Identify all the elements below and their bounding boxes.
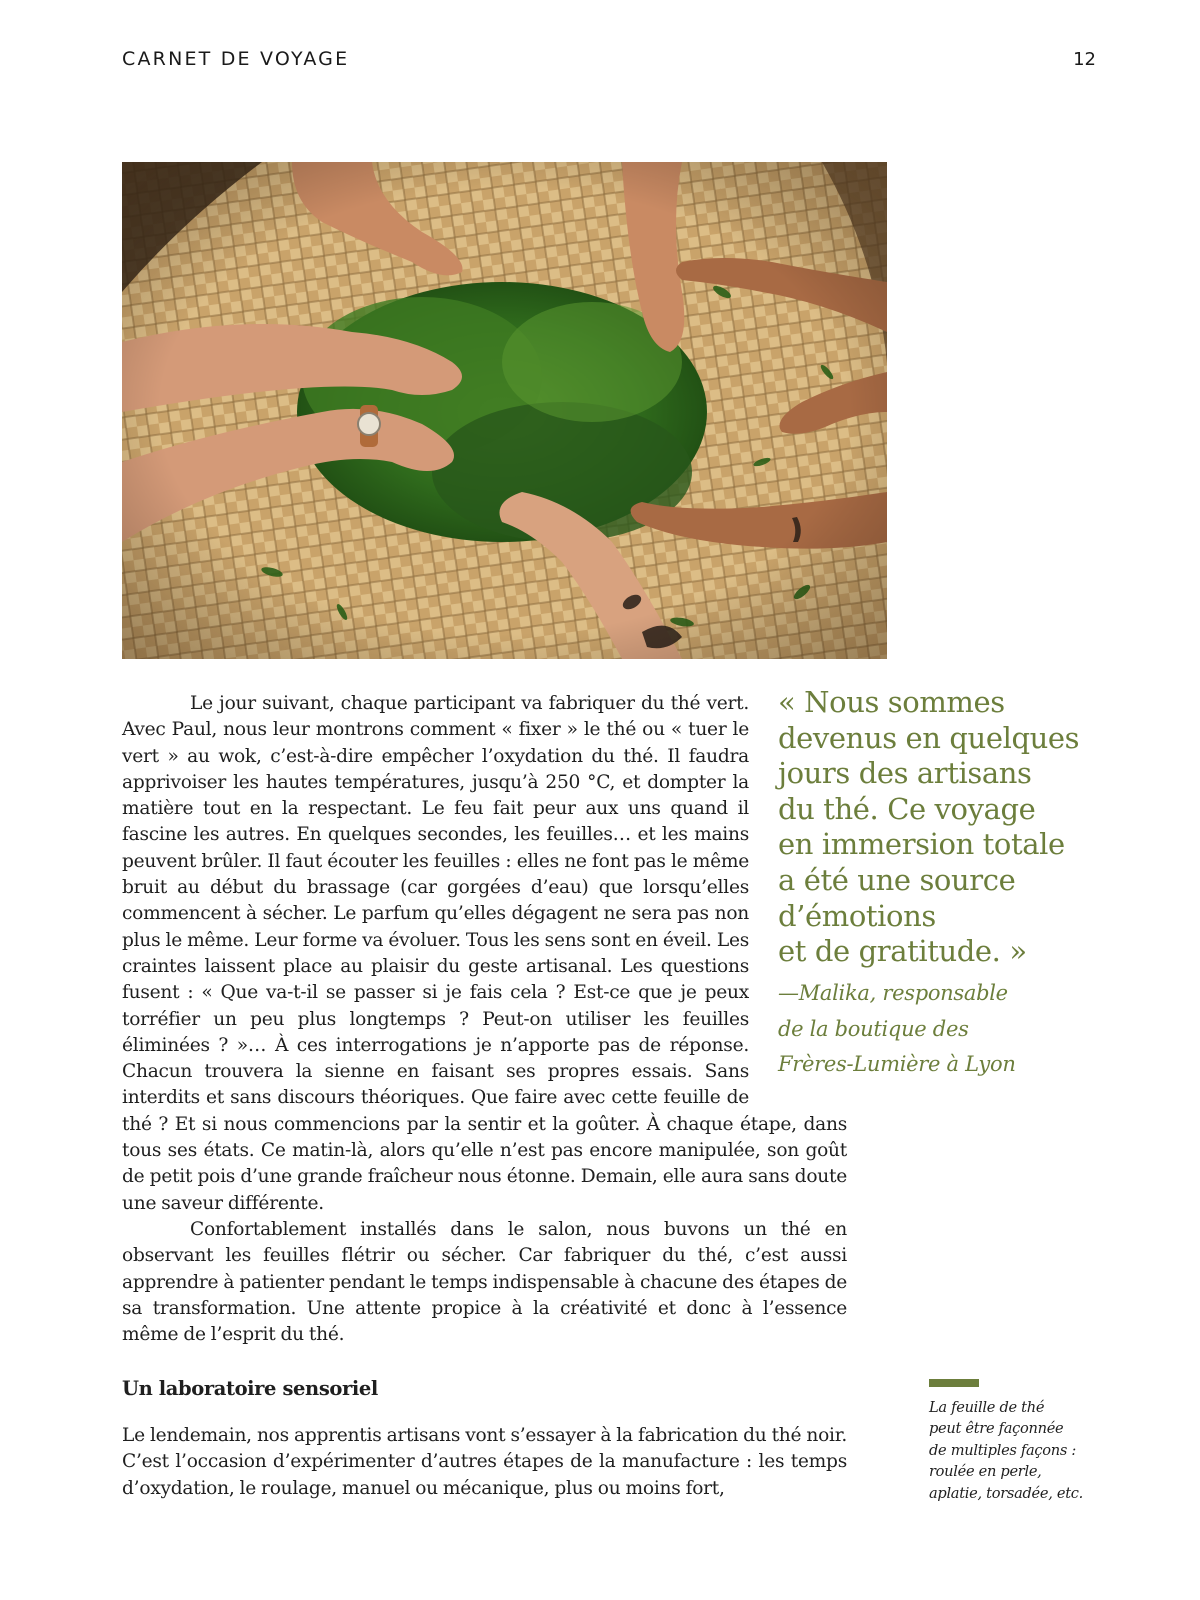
- photo-caption: [929, 1397, 1109, 1504]
- pull-quote-attribution: [778, 976, 1108, 1083]
- caption-line: roulée en perle,: [929, 1463, 1042, 1481]
- section-heading: Un laboratoire sensoriel: [122, 1377, 378, 1400]
- pull-quote-line: du thé. Ce voyage: [778, 791, 1036, 826]
- article-paragraph-1: Le jour suivant, chaque participant va fabriquer du thé vert. Avec Paul, nous leur montrons comment « fixer » le thé ou « tuer le vert » au wok, c’est-à-dire empêcher l’oxydation du thé. Il faudra apprivoiser les hautes températures, jusqu’à 250 °C, et dompter la matière tout en la respectant. Le feu fait peur aux uns quand il fascine les autres. En quelques secondes, les feuilles… et les mains peuvent brûler. Il faut écouter les feuilles : elles ne font pas le même bruit au début du brassage (car gorgées d’eau) que lorsqu’elles commencent à sécher. Le parfum qu’elles dégagent ne sera pas non plus le même. Leur forme va évoluer. Tous les sens sont en éveil. Les craintes laissent place au plaisir du geste artisanal. Les questions fusent : « Que va-t-il se passer si je fais cela ? Est-ce que je peux torréfier un peu plus longtemps ? Peut-on utiliser les feuilles éliminées ? »… À ces interrogations je n’apporte pas de réponse. Chacun trouvera la sienne en faisant ses propres essais. Sans interdits et sans discours théoriques. Que faire avec cette feuille de thé ? Et si nous commencions par la sentir et la goûter. À chaque étape, dans tous ses états. Ce matin-là, alors qu’elle n’est pas encore manipulée, son goût de petit pois d’une grande fraîcheur nous étonne. Demain, elle aura sans doute une saveur différente.: [122, 693, 847, 1214]
- tea-leaves-photo: [122, 162, 887, 659]
- article-body: [122, 691, 847, 1348]
- article-paragraph-2: Confortablement installés dans le salon, nous buvons un thé en observant les feuilles flétrir ou sécher. Car fabriquer du thé, c’est aussi apprendre à patienter pendant le temps indispensable à chacune des étapes de sa transformation. Une attente propice à la créativité et donc à l’essence même de l’esprit du thé.: [122, 1218, 847, 1346]
- pull-quote-line: jours des artisans: [778, 756, 1032, 791]
- pull-quote-line: a été une source: [778, 862, 1016, 897]
- pull-quote-line: d’émotions: [778, 898, 936, 933]
- pull-quote-line: « Nous sommes: [778, 685, 1005, 719]
- attribution-line: —Malika, responsable: [778, 981, 1008, 1005]
- running-header: CARNET DE VOYAGE: [122, 48, 350, 70]
- page-number: 12: [1073, 49, 1096, 70]
- attribution-line: Frères-Lumière à Lyon: [778, 1052, 1016, 1077]
- caption-accent-bar: [929, 1379, 979, 1387]
- section-paragraph: Le lendemain, nos apprentis artisans vont s’essayer à la fabrication du thé noir. C’est l’occasion d’expérimenter d’autres étapes de la manufacture : les temps d’oxydation, le roulage, manuel ou mécanique, plus ou moins fort,: [122, 1425, 847, 1499]
- caption-line: de multiples façons :: [929, 1441, 1077, 1459]
- caption-line: La feuille de thé: [929, 1399, 1045, 1416]
- pull-quote-line: en immersion totale: [778, 827, 1065, 862]
- pull-quote: [778, 685, 1108, 970]
- attribution-line: de la boutique des: [778, 1016, 969, 1041]
- caption-line: aplatie, torsadée, etc.: [929, 1484, 1083, 1502]
- pull-quote-line: devenus en quelques: [778, 720, 1080, 755]
- caption-line: peut être façonnée: [929, 1420, 1064, 1438]
- pull-quote-line: et de gratitude. »: [778, 934, 1027, 969]
